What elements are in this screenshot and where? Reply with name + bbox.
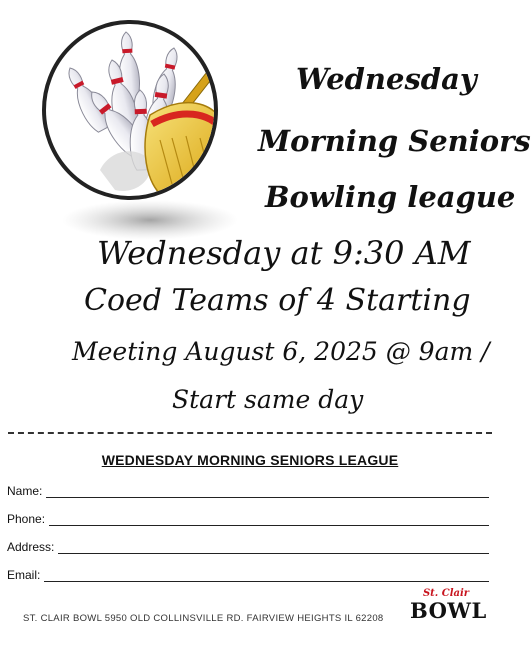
brand-top-text: St. Clair [422, 588, 470, 599]
email-field[interactable] [7, 568, 489, 582]
name-blank-line[interactable] [46, 485, 489, 498]
meeting-text: Meeting August 6, 2025 @ 9am / [72, 337, 490, 366]
bowling-pins-broom-icon [40, 20, 250, 260]
phone-blank-line[interactable] [49, 513, 489, 526]
form-title: WEDNESDAY MORNING SENIORS LEAGUE [101, 452, 399, 468]
st-clair-bowl-logo [410, 588, 487, 628]
schedule-text: Wednesday at 9:30 AM [97, 234, 471, 272]
dashed-cut-line [8, 432, 492, 434]
footer-address: ST. CLAIR BOWL 5950 OLD COLLINSVILLE RD. FAIRVIEW HEIGHTS IL 62208 [23, 613, 384, 624]
email-label: Email: [7, 568, 41, 582]
headline-line-3: Bowling league [265, 180, 516, 214]
headline-line-2: Morning Seniors [258, 124, 531, 158]
name-field[interactable] [7, 484, 489, 498]
start-text: Start same day [172, 385, 364, 414]
phone-field[interactable] [7, 512, 489, 526]
teams-text: Coed Teams of 4 Starting [84, 283, 471, 318]
brand-bottom-text: BOWL [410, 598, 487, 623]
headline-line-1: Wednesday [296, 62, 477, 96]
address-blank-line[interactable] [58, 541, 489, 554]
name-label: Name: [7, 484, 43, 498]
address-label: Address: [7, 540, 55, 554]
address-field[interactable] [7, 540, 489, 554]
email-blank-line[interactable] [44, 569, 489, 582]
phone-label: Phone: [7, 512, 46, 526]
